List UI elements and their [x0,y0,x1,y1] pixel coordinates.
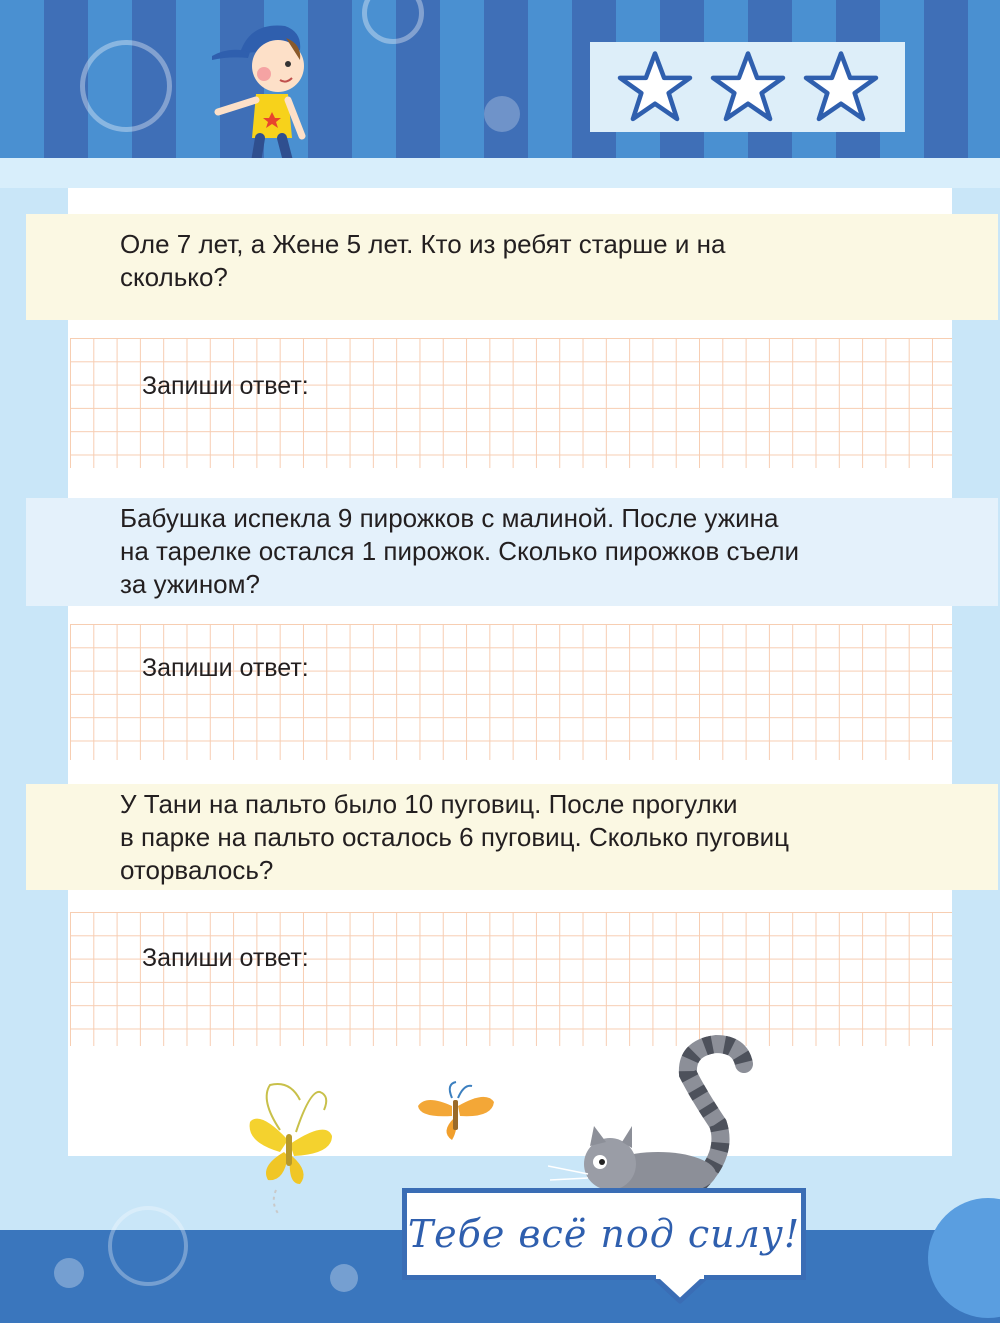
bubble-tail [650,1275,710,1305]
question-2 [26,498,998,606]
star-outline-icon[interactable] [803,49,879,125]
answer-label-2: Запиши ответ: [142,654,309,682]
question-1 [26,214,998,320]
star-outline-icon[interactable] [617,49,693,125]
decor-circle [108,1206,188,1286]
encouragement-bubble [402,1188,806,1280]
star-outline-icon[interactable] [710,49,786,125]
decor-circle [80,40,172,132]
decor-dot [330,1264,358,1292]
orange-butterfly-illustration [412,1078,498,1148]
question-2-line-3: за ужином? [120,569,260,599]
question-3-line-2: в парке на пальто осталось 6 пуговиц. Сколько пуговиц [120,822,790,852]
question-1-line-2: сколько? [120,262,228,292]
rating-stars [590,42,905,132]
answer-grid-3[interactable] [70,912,952,1046]
answer-grid-2[interactable] [70,624,952,760]
answer-label-3: Запиши ответ: [142,944,309,972]
encouragement-text: Тебе всё под силу! [407,1212,801,1256]
question-3-line-3: оторвалось? [120,855,274,885]
question-2-line-1: Бабушка испекла 9 пирожков с малиной. После ужина [120,503,779,533]
gray-cat-illustration [548,1034,758,1194]
answer-grid-1[interactable] [70,338,952,468]
question-3 [26,784,998,890]
decor-dot [484,96,520,132]
question-1-line-1: Оле 7 лет, а Жене 5 лет. Кто из ребят старше и на [120,229,726,259]
question-2-line-2: на тарелке остался 1 пирожок. Сколько пирожков съели [120,536,800,566]
decor-dot [54,1258,84,1288]
yellow-butterfly-illustration [240,1070,350,1220]
light-band [0,158,1000,188]
question-3-line-1: У Тани на пальто было 10 пуговиц. После прогулки [120,789,738,819]
answer-label-1: Запиши ответ: [142,372,309,400]
